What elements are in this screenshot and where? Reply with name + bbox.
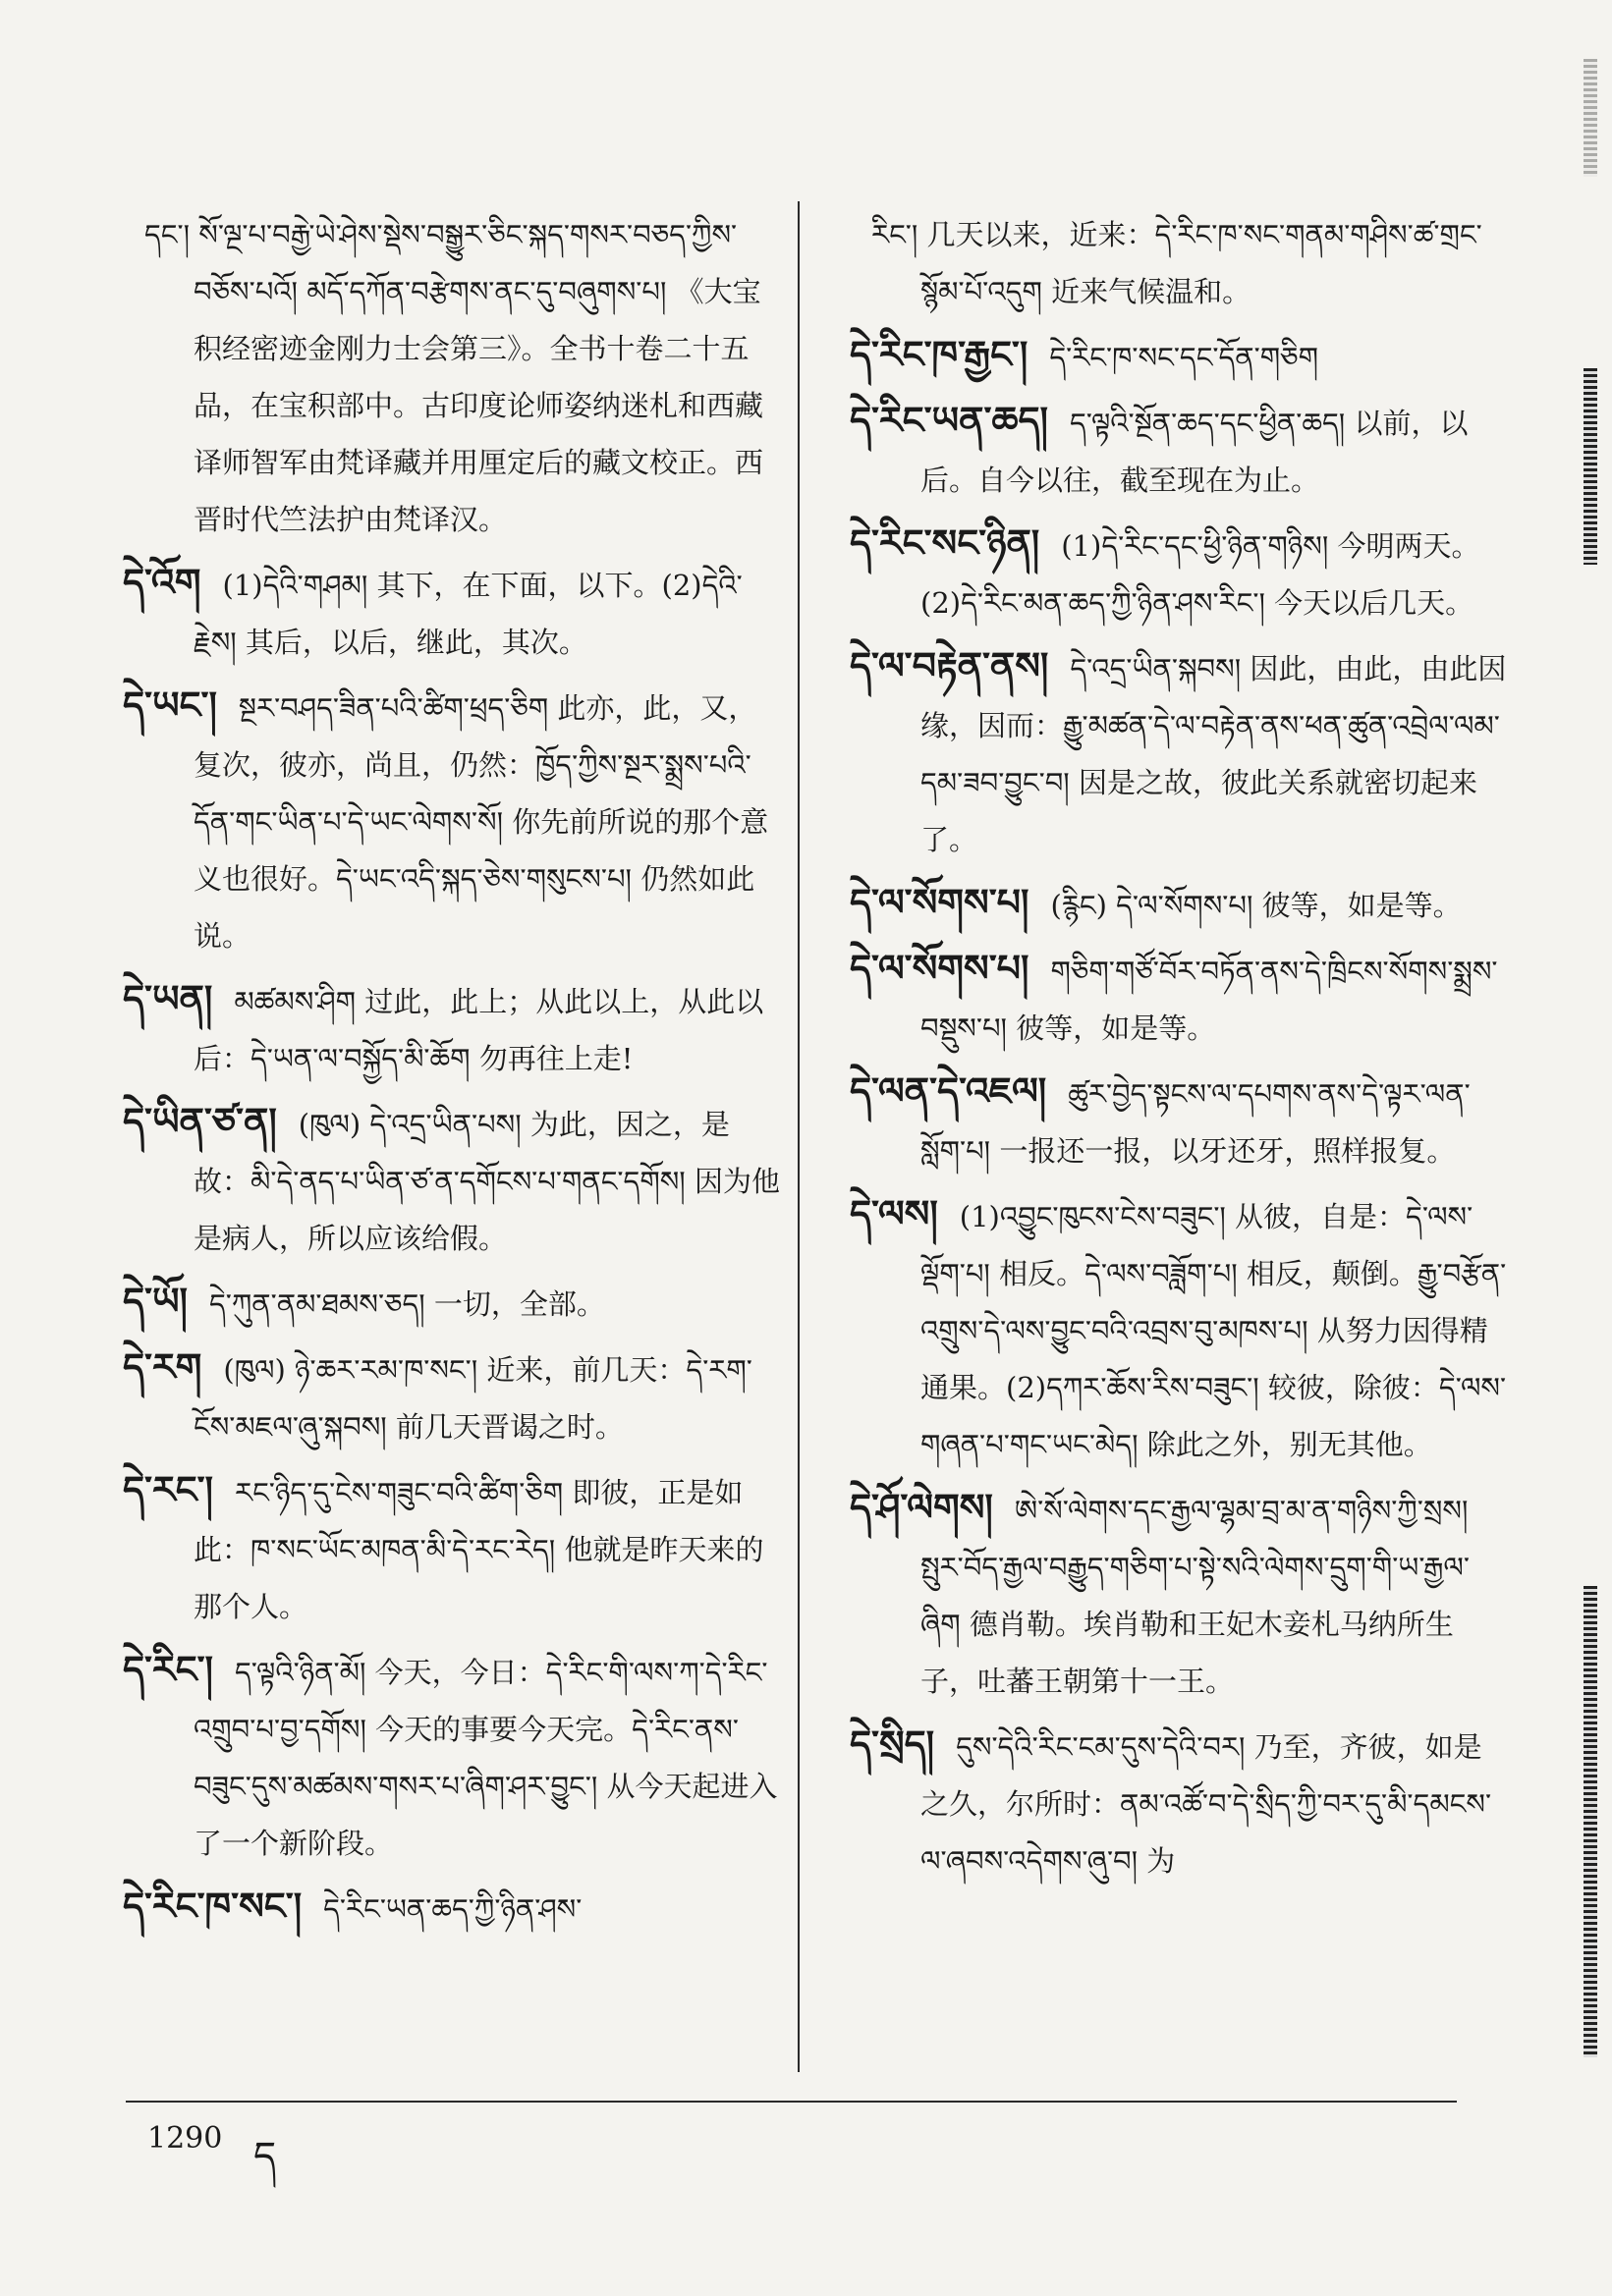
dictionary-entry: [123, 1879, 781, 1939]
entry-text: (1)འབྱུང་ཁུངས་ངེས་བཟུང་། 从彼，自是：དེ་ལས་ལྡོག་པ། 相反。དེ་ལས་བཟློག་པ། 相反，颠倒。རྒྱུ་བརྩོན་འགྲུས་དེ་ལས་བྱུང་བའི་འབྲས་བུ་མཁས་པ། 从努力因得精通果。(2)དཀར་ཆོས་རིས་བཟུང་། 较彼，除彼：དེ་ལས་གཞན་པ་གང་ཡང་མེད། 除此之外，别无其他。: [920, 1200, 1507, 1461]
left-column: [123, 204, 781, 1944]
dictionary-entry: [850, 1064, 1508, 1180]
dictionary-entry: [850, 941, 1508, 1058]
entry-headword: དེ་འོག: [123, 560, 201, 604]
dictionary-entry: [850, 1717, 1508, 1890]
entry-headword: དེ་རག: [123, 1344, 202, 1389]
entry-text: རིང་། 几天以来，近来：དེ་རིང་ཁ་སང་གནམ་གཤིས་ཚ་གྲང་སྙོམ་པོ་འདུག 近来气候温和。: [871, 218, 1482, 308]
dictionary-entry: [850, 638, 1508, 869]
entry-text: དུས་དེའི་རིང་ངམ་དུས་དེའི་བར། 乃至，齐彼，如是之久，尔所时：ནམ་འཚོ་བ་དེ་སྲིད་ཀྱི་བར་དུ་མི་དམངས་ལ་ཞབས་འདེགས་ཞུ་བ། 为: [920, 1730, 1492, 1878]
page-section-letter: ད: [253, 2134, 277, 2179]
entry-headword: དེ་ལས།: [850, 1191, 938, 1235]
entry-text: (ཁུལ) དེ་འདྲ་ཡིན་པས། 为此，因之，是故：མི་དེ་ནད་པ་ཡིན་ཙ་ན་དགོངས་པ་གནང་དགོས། 因为他是病人，所以应该给假。: [194, 1108, 780, 1255]
dictionary-entry: [123, 1462, 781, 1636]
entry-text: ཨེ་སོ་ལེགས་དང་རྒྱལ་ལྷམ་བྲ་མ་ན་གཉིས་ཀྱི་སྲས། སྤུར་བོད་རྒྱལ་བརྒྱུད་གཅིག་པ་སྟེ་སའི་ལེགས་དྲུག་གི་ཡ་རྒྱལ་ཞིག 德肖勒。埃肖勒和王妃木妾札马纳所生子，吐蕃王朝第十一王。: [920, 1494, 1470, 1698]
entry-headword: དེ་རིང་ཁ་རྒྱང་།: [850, 332, 1028, 376]
entry-text: ད་ལྟའི་ཉིན་མོ། 今天，今日：དེ་རིང་གི་ལས་ཀ་དེ་རིང་འགྲུབ་པ་བྱ་དགོས། 今天的事要今天完。དེ་རིང་ནས་བཟུང་དུས་མཚམས་གསར་པ་ཞིག་ཤར་བྱུང་། 从今天起进入了一个新阶段。: [194, 1656, 778, 1860]
dictionary-entry: [123, 204, 781, 549]
dictionary-entry: [123, 555, 781, 672]
entry-text: མཚམས་ཤིག 过此，此上；从此以上，从此以后：དེ་ཡན་ལ་བསྐྱོད་མི་ཆོག 勿再往上走!: [194, 985, 764, 1075]
scan-edge-marks: [1584, 1586, 1597, 2057]
dictionary-entry: [850, 875, 1508, 935]
dictionary-entry: [123, 971, 781, 1088]
entry-text: དེ་འདྲ་ཡིན་སྐབས། 因此，由此，由此因缘，因而：རྒྱུ་མཚན་དེ་ལ་བརྟེན་ནས་ཕན་ཚུན་འབྲེལ་ལམ་དམ་ཟབ་བྱུང་བ། 因是之故，彼此关系就密切起来了。: [920, 652, 1507, 856]
entry-headword: དེ་ལ་བརྟེན་ནས།: [850, 643, 1049, 687]
entry-text: (1)དེ་རིང་དང་ཕྱི་ཉིན་གཉིས། 今明两天。(2)དེ་རིང་མན་ཆད་ཀྱི་ཉིན་ཤས་རིང་། 今天以后几天。: [920, 529, 1480, 620]
column-divider: [798, 201, 800, 2072]
dictionary-entry: [850, 393, 1508, 510]
dictionary-entry: [123, 1339, 781, 1456]
entry-text: (ཁུལ) ཉེ་ཆར་རམ་ཁ་སང་། 近来，前几天：དེ་རག་ངོས་མཇལ་ཞུ་སྐབས། 前几天晋谒之时。: [194, 1353, 752, 1444]
entry-text: དེ་རིང་ཡན་ཆད་ཀྱི་ཉིན་ཤས་: [323, 1892, 583, 1926]
entry-text: དེ་ཀུན་ནམ་ཐམས་ཅད། 一切，全部。: [208, 1287, 605, 1321]
dictionary-entry: [123, 1274, 781, 1334]
dictionary-entry: [123, 1642, 781, 1873]
entry-headword: དེ་རིང་སང་ཉིན།: [850, 520, 1040, 565]
entry-headword: དེ་ལ་སོགས་པ།: [850, 946, 1029, 990]
entry-headword: དེ་རང་།: [123, 1467, 213, 1511]
entry-headword: དེ་ལ་སོགས་པ།: [850, 880, 1029, 924]
dictionary-entry: [850, 1186, 1508, 1474]
entry-headword: དེ་ཡིན་ཙ་ན།: [123, 1099, 277, 1143]
entry-headword: དེ་རིང་ཡན་ཆད།: [850, 398, 1048, 442]
dictionary-entry: [123, 1094, 781, 1268]
entry-headword: དེ་སྲིད།: [850, 1722, 935, 1766]
entry-text: (1)དེའི་གཤམ། 其下，在下面，以下。(2)དེའི་རྗེས། 其后，以后，继此，其次。: [194, 569, 743, 659]
entry-text: སྔར་བཤད་ཟིན་པའི་ཚིག་ཕྲད་ཅིག 此亦，此，又，复次，彼亦，尚且，仍然：ཁྱོད་ཀྱིས་སྔར་སྨྲས་པའི་དོན་གང་ཡིན་པ་དེ་ཡང་ལེགས་སོ། 你先前所说的那个意义也很好。དེ་ཡང་འདི་སྐད་ཅེས་གསུངས་པ། 仍然如此说。: [194, 691, 769, 953]
entry-headword: དེ་ལན་དེ་འཇལ།: [850, 1068, 1047, 1113]
scan-edge-marks: [1584, 59, 1597, 177]
dictionary-entry: [850, 1480, 1508, 1711]
entry-text: ད་ལྟའི་སྔོན་ཆད་དང་ཕྱིན་ཆད། 以前，以后。自今以往，截至现在为止。: [920, 407, 1469, 497]
entry-text: དེ་རིང་ཁ་སང་དང་དོན་གཅིག: [1049, 341, 1319, 374]
page-number: 1290: [147, 2121, 223, 2156]
entry-headword: དེ་ཡང་།: [123, 683, 217, 727]
entry-headword: དེ་ཡན།: [123, 976, 213, 1020]
entry-text: དང་། སོ་ལྔ་པ་བརྒྱེ་ཡེ་ཤེས་སྡེས་བསྒྱུར་ཅིང་སྐད་གསར་བཅད་ཀྱིས་བཅོས་པའོ། མདོ་དཀོན་བརྩེགས་ནང་དུ་བཞུགས་པ། 《大宝积经密迹金刚力士会第三》。全书十卷二十五品，在宝积部中。古印度论师姿纳迷札和西藏译师智军由梵译藏并用厘定后的藏文校正。西晋时代竺法护由梵译汉。: [144, 218, 764, 536]
scan-edge-marks: [1584, 368, 1597, 565]
footer-rule: [126, 2101, 1457, 2103]
entry-text: ཚུར་བྱེད་སྟངས་ལ་དཔགས་ནས་དེ་ལྟར་ལན་སློག་པ། 一报还一报，以牙还牙，照样报复。: [920, 1077, 1471, 1168]
entry-text: རང་ཉིད་དུ་ངེས་གཟུང་བའི་ཚིག་ཅིག 即彼，正是如此：ཁ་སང་ཡོང་མཁན་མི་དེ་རང་རེད། 他就是昨天来的那个人。: [194, 1476, 764, 1623]
entry-headword: དེ་རིང་།: [123, 1647, 213, 1691]
entry-text: (རྙིང) དེ་ལ་སོགས་པ། 彼等，如是等。: [1050, 889, 1462, 922]
dictionary-entry: [850, 204, 1508, 321]
dictionary-entry: [850, 327, 1508, 387]
entry-headword: དེ་ཡོ།: [123, 1279, 188, 1323]
dictionary-entry: [850, 516, 1508, 632]
entry-headword: དེ་རིང་ཁ་སང་།: [123, 1884, 303, 1928]
dictionary-entry: [123, 678, 781, 965]
entry-text: གཅིག་གཙོ་བོར་བཏོན་ནས་དེ་ཁྲིངས་སོགས་སྨྲས་བསྡུས་པ། 彼等，如是等。: [920, 955, 1498, 1045]
entry-headword: དེ་ཤོ་ལེགས།: [850, 1485, 993, 1529]
right-column: [850, 204, 1508, 1896]
